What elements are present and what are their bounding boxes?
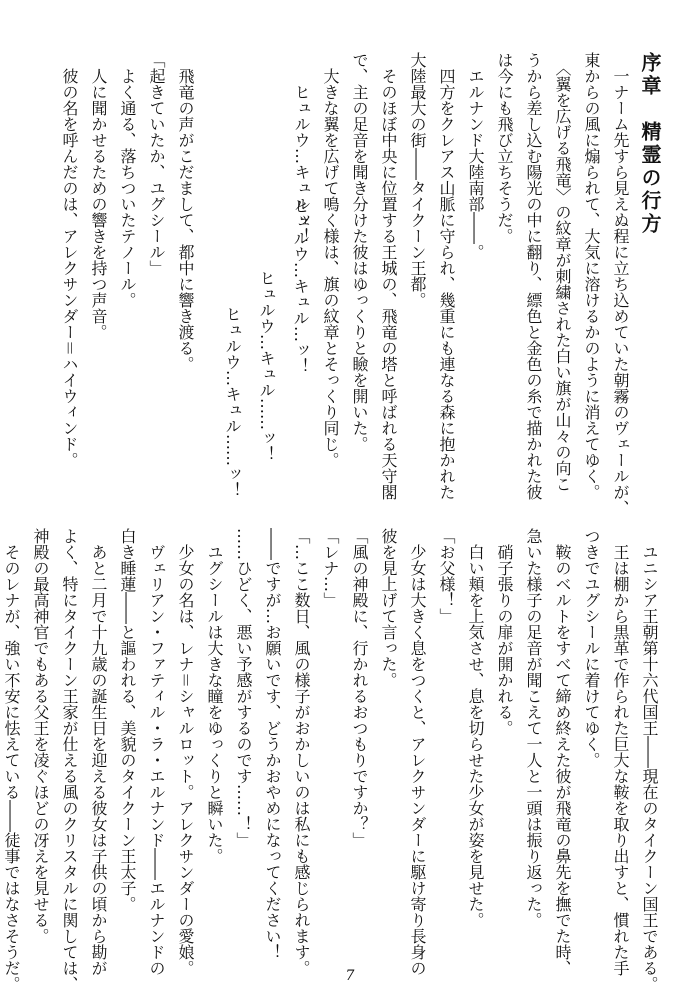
paragraph: 東からの風に煽られて、大気に溶けるかのように消えてゆく。: [582, 52, 601, 500]
paragraph: 王は棚から黒革で作られた巨大な鞍を取り出すと、慣れた手: [611, 528, 630, 976]
paragraph: 鞍のベルトをすべて締め終えた彼が飛竜の鼻先を撫でた時、: [553, 528, 572, 976]
paragraph: 急いた様子の足音が聞こえて一人と一頭は振り返った。: [524, 528, 543, 928]
paragraph: 硝子張りの扉が開かれる。: [495, 528, 514, 736]
paragraph: ユグシールは大きな瞳をゆっくりと瞬いた。: [205, 528, 224, 864]
paragraph: そのほぼ中央に位置する王城の、飛竜の塔と呼ばれる天守閣: [379, 52, 398, 500]
paragraph: 四方をクレアス山脈に守られ、幾重にも連なる森に抱かれた: [437, 52, 456, 500]
paragraph: で、主の足音を聞き分けた彼はゆっくりと瞼を開いた。: [350, 52, 369, 452]
paragraph: そのレナが、強い不安に怯えている――徒事ではなさそうだ。: [2, 528, 21, 992]
paragraph: 「起きていたか、ユグシール」: [147, 52, 166, 276]
paragraph: 神殿の最高神官でもある父王を凌ぐほどの冴えを見せる。: [31, 528, 50, 944]
paragraph: 大きな翼を広げて鳴く様は、旗の紋章とそっくり同じ。: [321, 52, 340, 468]
paragraph: 人に聞かせるための響きを持つ声音。: [89, 52, 108, 340]
sound-effect: ヒュルウ…キュル……ッ！: [223, 306, 242, 498]
paragraph: 白き睡蓮――と謳われる、美貌のタイクーン王太子。: [118, 528, 137, 912]
page-number: 7: [345, 968, 355, 984]
paragraph: ヒュルウ…キュルッ！: [292, 52, 311, 244]
paragraph: 「お父様！」: [437, 528, 456, 624]
paragraph: 彼を見上げて言った。: [379, 528, 398, 688]
paragraph: ――ですが…お願いです、どうかおやめになってください！: [263, 528, 282, 960]
chapter-title: 序章 精霊の行方: [638, 52, 662, 236]
paragraph: 「風の神殿に、行かれるおつもりですか？」: [350, 528, 369, 848]
paragraph: ヴェリアン・ファティル・ラ・エルナンド――エルナンドの: [147, 528, 166, 976]
paragraph: 白い頬を上気させ、息を切らせた少女が姿を見せた。: [466, 528, 485, 928]
paragraph: 少女は大きく息をつくと、アレクサンダーに駆け寄り長身の: [408, 528, 427, 976]
paragraph: 〈翼を広げる飛竜〉の紋章が刺繍された白い旗が山々の向こ: [553, 52, 572, 492]
paragraph: うから差し込む陽光の中に翻り、縹色と金色の糸で描かれた彼: [524, 52, 543, 500]
sound-effect: ヒュルウ…キュル……ッ！: [257, 270, 276, 462]
paragraph: 少女の名は、レナ＝シャルロット。アレクサンダーの愛娘。: [176, 528, 195, 977]
paragraph: 「…ここ数日、風の様子がおかしいのは私にも感じられます。: [292, 528, 311, 976]
paragraph: あと二月で十九歳の誕生日を迎える彼女は子供の頃から勘が: [89, 528, 108, 976]
paragraph: 飛竜の声がこだまして、都中に響き渡る。: [176, 52, 195, 372]
sound-effect: ヒュルウ…キュル…ッ！: [291, 198, 310, 374]
paragraph: 一ナーム先すら見えぬ程に立ち込めていた朝霧のヴェールが、: [611, 52, 630, 516]
paragraph: エルナンド大陸南部――。: [466, 52, 485, 260]
paragraph: ユニシア王朝第十六代国王――現在のタイクーン国王である。: [640, 528, 659, 992]
bottom-text-block: [2, 528, 664, 992]
top-text-block: [58, 52, 664, 516]
paragraph: よく、特にタイクーン王家が仕える風のクリスタルに関しては、: [60, 528, 79, 992]
paragraph: よく通る、落ちついたテノール。: [118, 52, 137, 308]
paragraph: 大陸最大の街――タイクーン王都。: [408, 52, 427, 308]
paragraph: つきでユグシールに着けてゆく。: [582, 528, 601, 768]
paragraph: ……ひどく、悪い予感がするのです……！」: [234, 528, 253, 848]
paragraph: 彼の名を呼んだのは、アレクサンダー＝ハイウィンド。: [60, 52, 79, 469]
paragraph: は今にも飛び立ちそうだ。: [495, 52, 514, 244]
paragraph: 「レナ…」: [321, 528, 340, 608]
